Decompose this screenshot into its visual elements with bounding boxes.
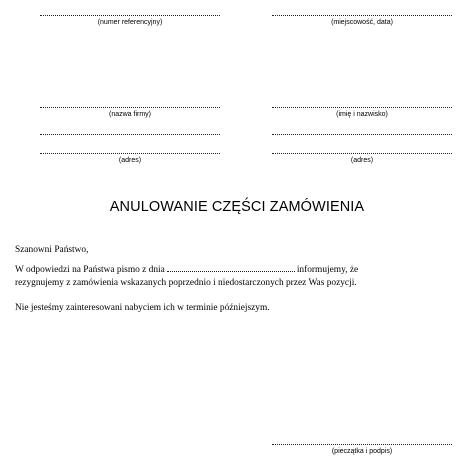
reference-number-field[interactable] bbox=[40, 15, 220, 27]
paragraph-1-before: W odpowiedzi na Państwa pismo z dnia bbox=[15, 265, 165, 275]
stamp-signature-line[interactable] bbox=[272, 444, 452, 445]
company-name-caption: (nazwa firmy) bbox=[108, 111, 151, 118]
address-right-line[interactable] bbox=[272, 153, 452, 154]
address-right-caption: (adres) bbox=[350, 157, 374, 164]
paragraph-1-line-1 bbox=[15, 264, 455, 276]
letter-date-line[interactable] bbox=[167, 265, 295, 272]
stamp-signature-field[interactable] bbox=[272, 444, 452, 456]
address-left-line[interactable] bbox=[40, 153, 220, 154]
address-right-dots-1[interactable] bbox=[272, 134, 452, 135]
paragraph-1-line-2: rezygnujemy z zamówienia wskazanych poprzednio i niedostarczonych przez Was pozycji. bbox=[15, 278, 357, 288]
address-right-line-1[interactable] bbox=[272, 134, 452, 135]
address-left-line-1[interactable] bbox=[40, 134, 220, 135]
stamp-signature-caption: (pieczątka i podpis) bbox=[331, 448, 393, 455]
paragraph-1-after: informujemy, że bbox=[296, 265, 359, 275]
company-name-line[interactable] bbox=[40, 107, 220, 108]
address-left-caption: (adres) bbox=[118, 157, 142, 164]
place-date-field[interactable] bbox=[272, 15, 452, 27]
salutation: Szanowni Państwo, bbox=[15, 245, 89, 255]
place-date-caption: (miejscowość, data) bbox=[331, 19, 393, 26]
company-name-field[interactable] bbox=[40, 107, 220, 119]
first-last-name-line[interactable] bbox=[272, 107, 452, 108]
reference-number-caption: (numer referencyjny) bbox=[97, 19, 163, 26]
document-title: ANULOWANIE CZĘŚCI ZAMÓWIENIA bbox=[109, 199, 365, 215]
paragraph-2: Nie jesteśmy zainteresowani nabyciem ich w terminie późniejszym. bbox=[15, 303, 270, 313]
reference-number-line[interactable] bbox=[40, 15, 220, 16]
address-left-field[interactable] bbox=[40, 153, 220, 165]
first-last-name-caption: (imię i nazwisko) bbox=[336, 111, 388, 118]
place-date-line[interactable] bbox=[272, 15, 452, 16]
first-last-name-field[interactable] bbox=[272, 107, 452, 119]
address-right-field[interactable] bbox=[272, 153, 452, 165]
address-left-dots-1[interactable] bbox=[40, 134, 220, 135]
